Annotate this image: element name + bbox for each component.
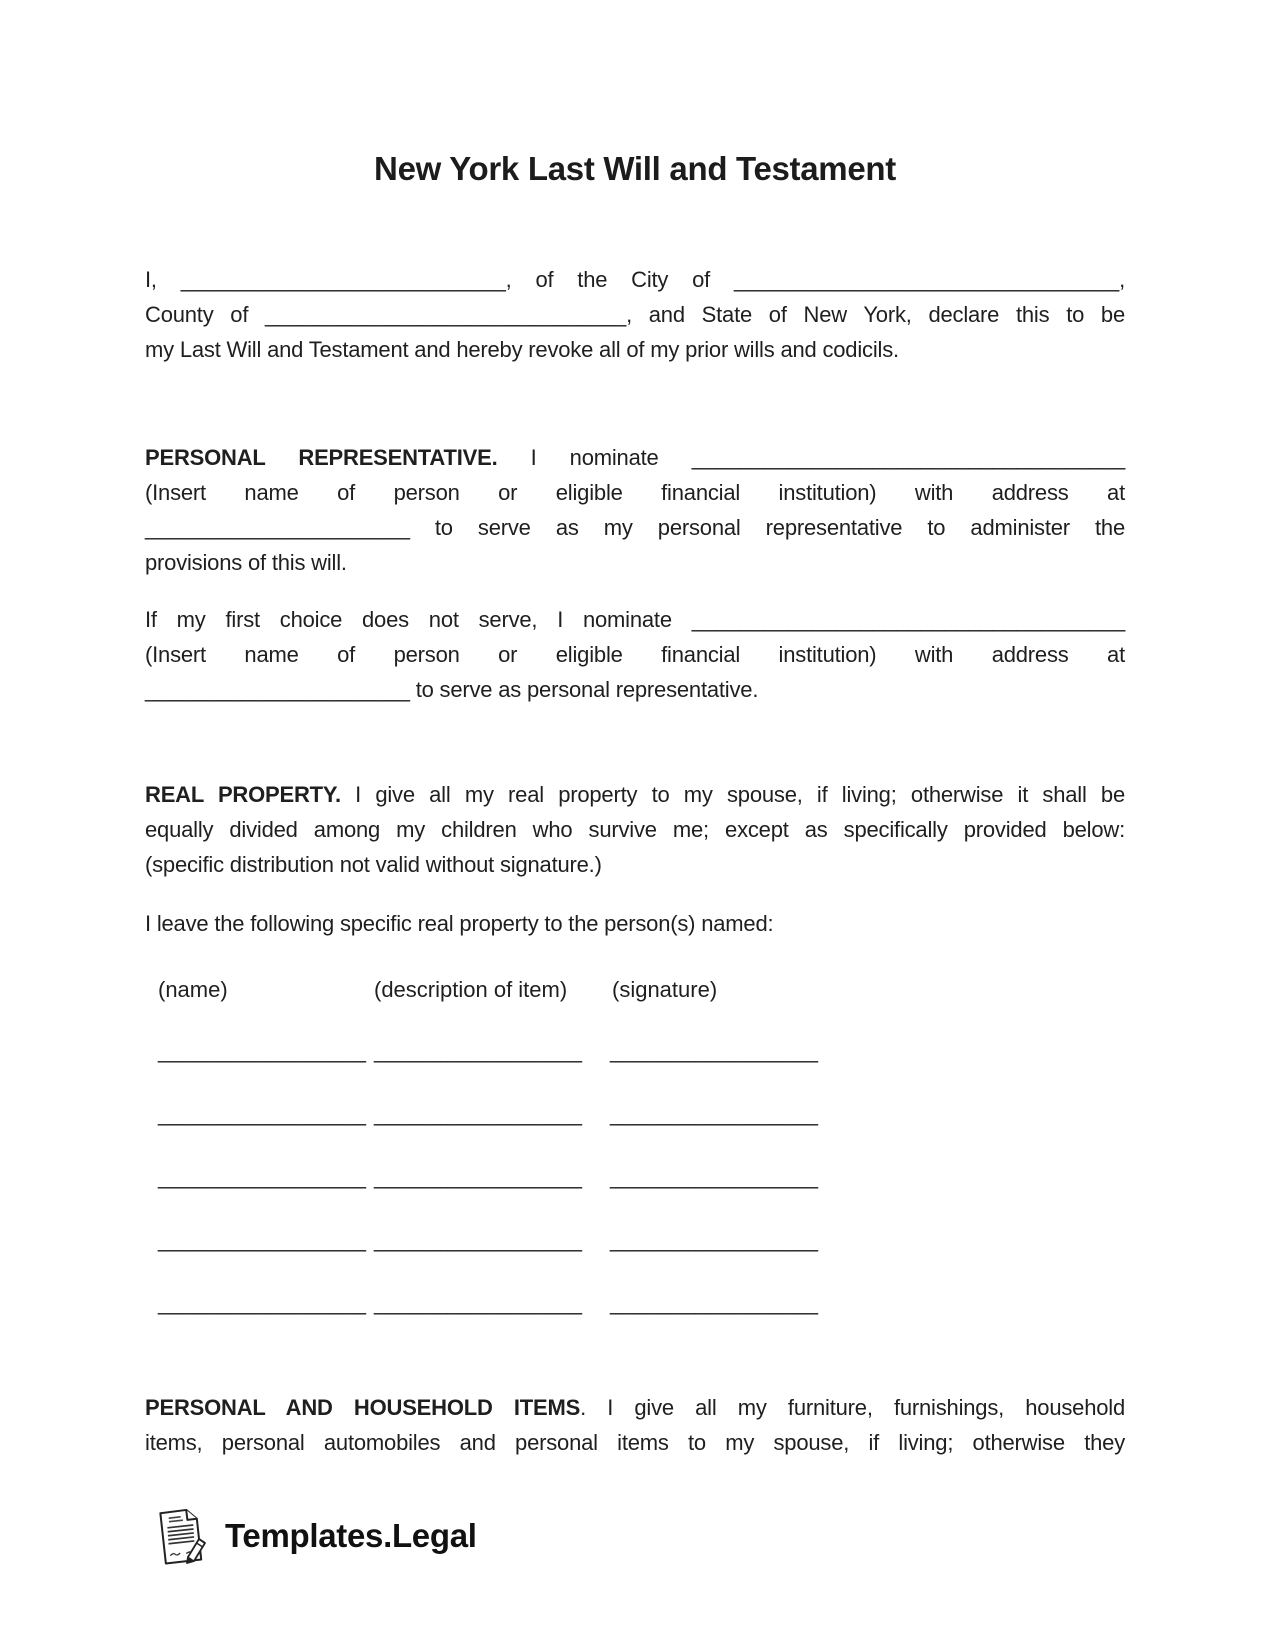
fill-in-row bbox=[145, 1222, 1125, 1257]
text-line: I, ___________________________, of the City of ________________________________, bbox=[145, 267, 1125, 292]
text-line: PERSONAL AND HOUSEHOLD ITEMS. I give all my furniture, furnishings, household bbox=[145, 1395, 1125, 1420]
text-line: ______________________ to serve as personal representative. bbox=[145, 677, 759, 702]
text-line: If my first choice does not serve, I nominate ____________________________________ bbox=[145, 607, 1125, 632]
personal-representative-paragraph bbox=[145, 440, 1125, 580]
text-line: provisions of this will. bbox=[145, 550, 347, 575]
blank-line: _________________ bbox=[374, 1101, 583, 1126]
footer-brand bbox=[155, 1505, 477, 1567]
text-line: REAL PROPERTY. I give all my real property to my spouse, if living; otherwise it shall be bbox=[145, 782, 1125, 807]
page-title: New York Last Will and Testament bbox=[374, 150, 896, 187]
leave-property-line: I leave the following specific real property to the person(s) named: bbox=[145, 911, 774, 936]
blank-line: _________________ bbox=[610, 1038, 819, 1063]
text-line: (specific distribution not valid without signature.) bbox=[145, 852, 602, 877]
brand-name: Templates.Legal bbox=[225, 1517, 477, 1554]
column-header-description: (description of item) bbox=[374, 977, 568, 1002]
blank-line: _________________ bbox=[158, 1227, 367, 1252]
blank-line: _________________ bbox=[374, 1038, 583, 1063]
fill-in-row bbox=[145, 1033, 1125, 1068]
blank-line: _________________ bbox=[158, 1290, 367, 1315]
fill-in-table-header bbox=[145, 972, 1125, 1007]
blank-line: _________________ bbox=[158, 1101, 367, 1126]
blank-line: _________________ bbox=[610, 1164, 819, 1189]
text-line: (Insert name of person or eligible financial institution) with address at bbox=[145, 480, 1125, 505]
text-line: my Last Will and Testament and hereby revoke all of my prior wills and codicils. bbox=[145, 337, 899, 362]
document-pen-icon bbox=[155, 1505, 209, 1567]
fill-in-row bbox=[145, 1159, 1125, 1194]
real-property-paragraph bbox=[145, 777, 1125, 882]
blank-line: _________________ bbox=[610, 1227, 819, 1252]
text-line: equally divided among my children who survive me; except as specifically provided below: bbox=[145, 817, 1125, 842]
blank-line: _________________ bbox=[158, 1038, 367, 1063]
fill-in-row bbox=[145, 1096, 1125, 1131]
fill-in-table-rows bbox=[145, 1033, 1125, 1348]
blank-line: _________________ bbox=[610, 1290, 819, 1315]
alternate-representative-paragraph bbox=[145, 602, 1125, 707]
column-header-name: (name) bbox=[158, 977, 228, 1002]
blank-line: _________________ bbox=[610, 1101, 819, 1126]
fill-in-row bbox=[145, 1285, 1125, 1320]
intro-paragraph bbox=[145, 262, 1125, 367]
blank-line: _________________ bbox=[374, 1164, 583, 1189]
blank-line: _________________ bbox=[158, 1164, 367, 1189]
blank-line: _________________ bbox=[374, 1290, 583, 1315]
personal-household-paragraph bbox=[145, 1390, 1125, 1460]
text-line: PERSONAL REPRESENTATIVE. I nominate ____________________________________ bbox=[145, 445, 1125, 470]
blank-line: _________________ bbox=[374, 1227, 583, 1252]
text-line: items, personal automobiles and personal items to my spouse, if living; otherwise they bbox=[145, 1430, 1125, 1455]
text-line: (Insert name of person or eligible financial institution) with address at bbox=[145, 642, 1125, 667]
text-line: County of ______________________________, and State of New York, declare this to be bbox=[145, 302, 1125, 327]
text-line: ______________________ to serve as my personal representative to administer the bbox=[145, 515, 1125, 540]
column-header-signature: (signature) bbox=[612, 977, 718, 1002]
